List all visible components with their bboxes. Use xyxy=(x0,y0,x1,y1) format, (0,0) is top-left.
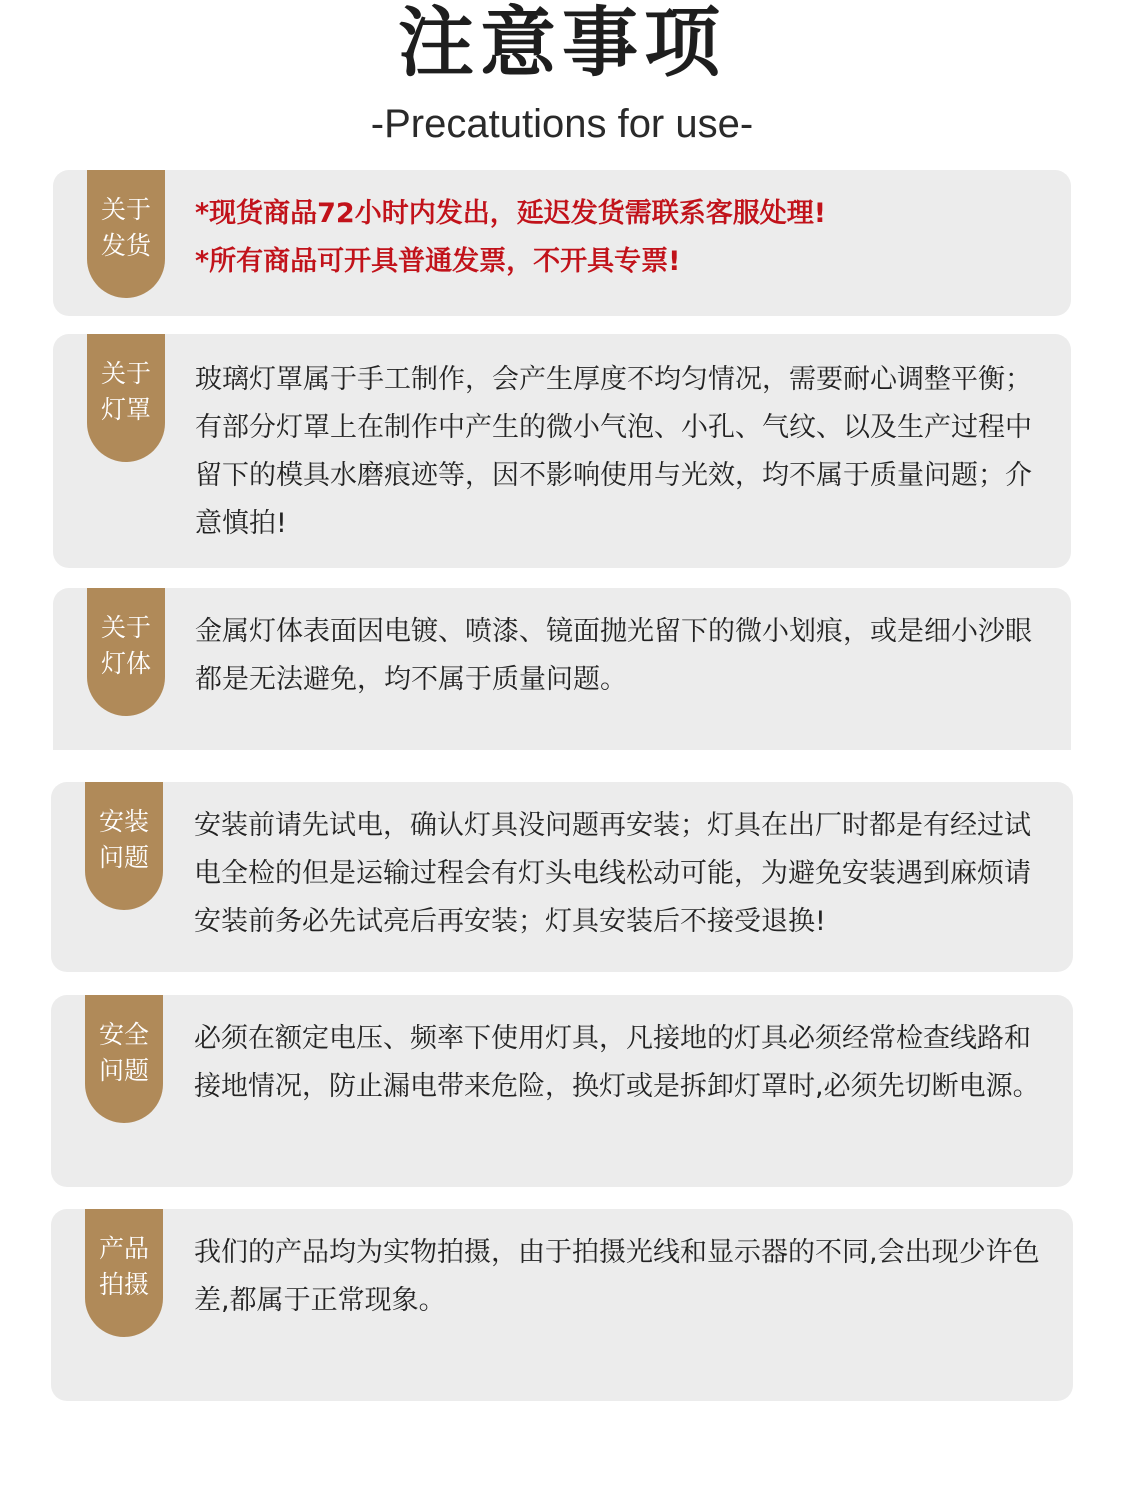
photography-card xyxy=(51,1209,1073,1401)
shipping-tag xyxy=(87,170,165,298)
lampshade-text: 玻璃灯罩属于手工制作，会产生厚度不均匀情况，需要耐心调整平衡；有部分灯罩上在制作中产生的微小气泡、小孔、气纹、以及生产过程中留下的模具水磨痕迹等，因不影响使用与光效，均不属于质量问题；介意慎拍! xyxy=(195,364,1032,539)
installation-tag xyxy=(85,782,163,910)
shipping-tag-line1: 关于 xyxy=(100,195,151,224)
lamp-body-text: 金属灯体表面因电镀、喷漆、镜面抛光留下的微小划痕，或是细小沙眼都是无法避免，均不属于质量问题。 xyxy=(195,616,1032,695)
page-title: 注意事项 xyxy=(398,0,726,87)
safety-tag xyxy=(85,995,163,1123)
shipping-tag-line2: 发货 xyxy=(100,231,151,260)
safety-tag-line2: 问题 xyxy=(98,1056,149,1085)
installation-tag-line1: 安装 xyxy=(98,807,149,836)
photography-tag xyxy=(85,1209,163,1337)
installation-text: 安装前请先试电，确认灯具没问题再安装；灯具在出厂时都是有经过试电全检的但是运输过程会有灯头电线松动可能，为避免安装遇到麻烦请安装前务必先试亮后再安装；灯具安装后不接受退换! xyxy=(194,810,1031,937)
lamp-body-card xyxy=(53,588,1071,750)
shipping-note-1: *现货商品72小时内发出，延迟发货需联系客服处理! xyxy=(195,198,827,229)
installation-card xyxy=(51,782,1073,972)
shipping-text xyxy=(195,190,1055,286)
photography-text: 我们的产品均为实物拍摄，由于拍摄光线和显示器的不同,会出现少许色差,都属于正常现象。 xyxy=(194,1237,1040,1316)
page-subtitle: -Precatutions for use- xyxy=(370,102,754,146)
safety-tag-line1: 安全 xyxy=(98,1020,149,1049)
lampshade-tag-line1: 关于 xyxy=(100,359,151,388)
shipping-card xyxy=(53,170,1071,316)
safety-card xyxy=(51,995,1073,1187)
photography-tag-line2: 拍摄 xyxy=(98,1270,149,1299)
lamp-body-tag-line2: 灯体 xyxy=(100,649,151,678)
lampshade-card xyxy=(53,334,1071,568)
lamp-body-tag xyxy=(87,588,165,716)
installation-tag-line2: 问题 xyxy=(98,843,149,872)
photography-tag-line1: 产品 xyxy=(98,1234,149,1263)
lampshade-tag-line2: 灯罩 xyxy=(100,395,151,424)
safety-text: 必须在额定电压、频率下使用灯具，凡接地的灯具必须经常检查线路和接地情况，防止漏电带来危险，换灯或是拆卸灯罩时,必须先切断电源。 xyxy=(194,1023,1040,1102)
lamp-body-tag-line1: 关于 xyxy=(100,613,151,642)
lampshade-tag xyxy=(87,334,165,462)
shipping-note-2: *所有商品可开具普通发票，不开具专票! xyxy=(195,246,681,277)
